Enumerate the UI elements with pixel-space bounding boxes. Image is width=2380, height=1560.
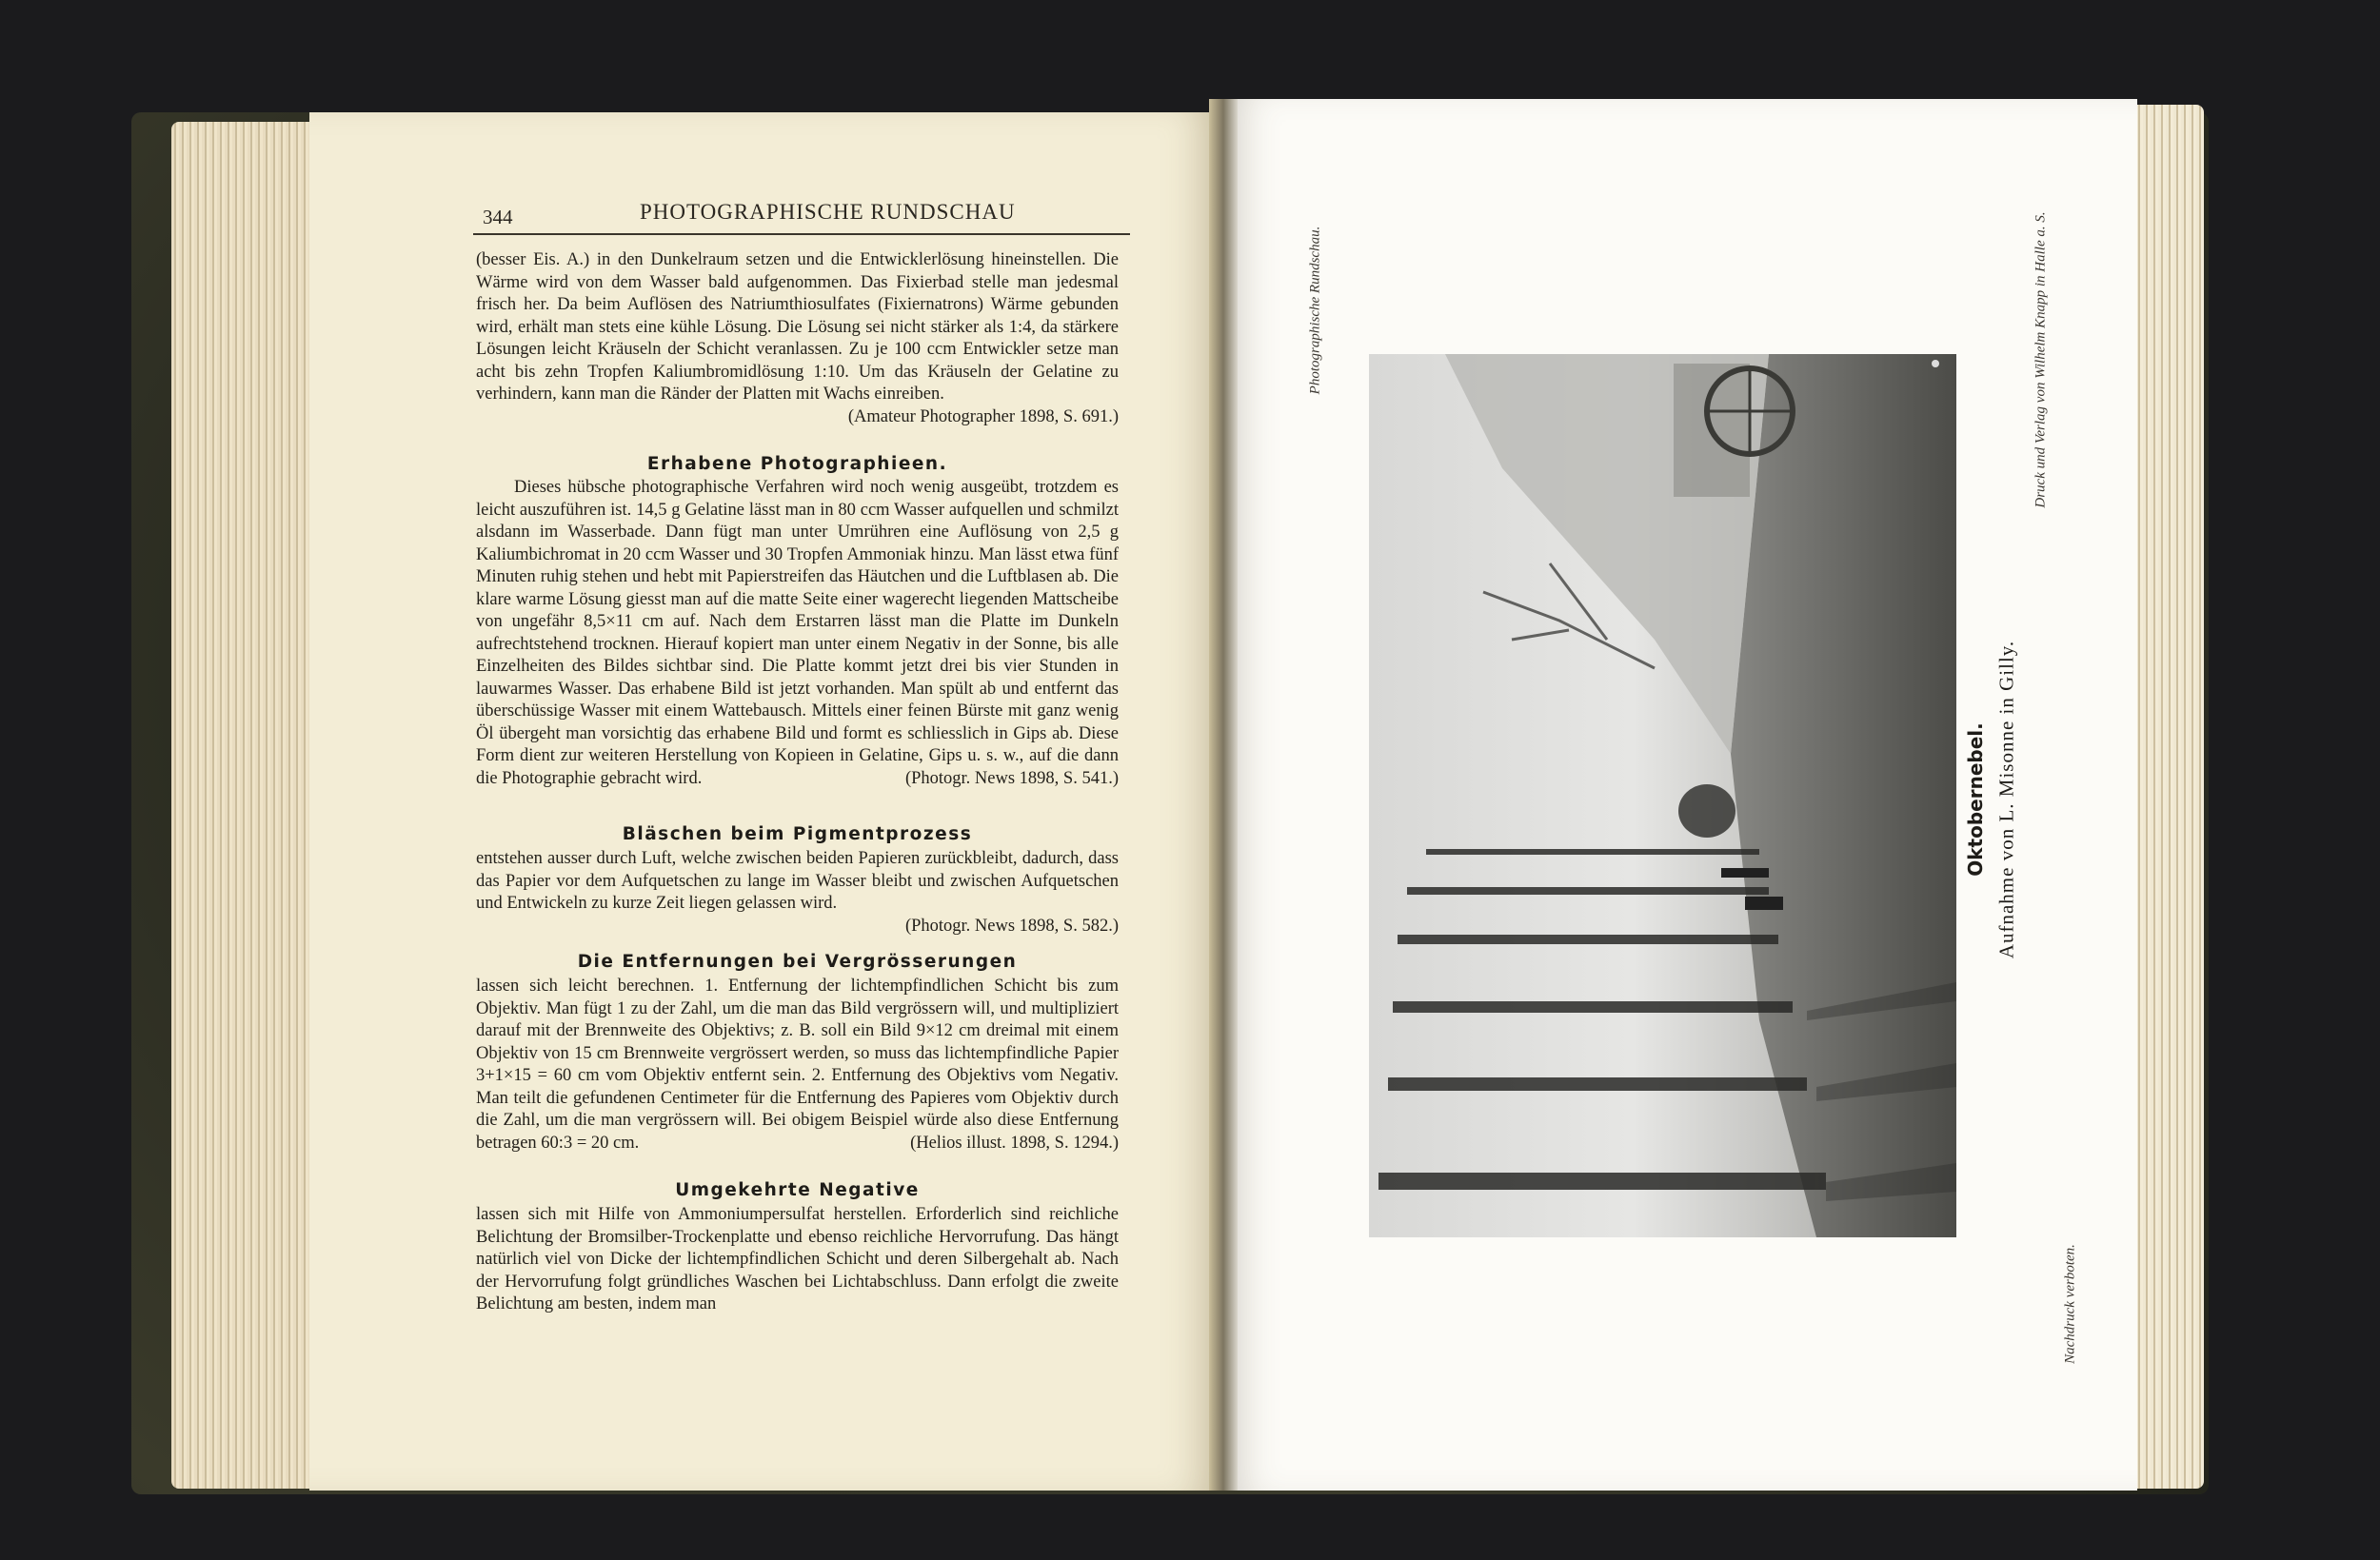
section-citation: (Helios illust. 1898, S. 1294.) (910, 1133, 1119, 1153)
section-heading-umgekehrte: Umgekehrte Negative (675, 1180, 920, 1200)
plate-rights-note: Nachdruck verboten. (2062, 1244, 2078, 1364)
left-page-edges (171, 122, 314, 1489)
section-text-umgekehrte (476, 1204, 1119, 1316)
section-body: lassen sich leicht berechnen. 1. Entfernung der lichtempfindlichen Schicht bis zum Objektiv. Man fügt 1 zu der Zahl, um die man das Bild vergrössern will, und multipliziert darauf mit der Brennweite des Objektivs; z. B. soll ein Bild 9×12 cm dreimal mit einem Objektiv von 15 cm Brennweite vergrössert werden, so muss das lichtempfindliche Papier 3+1×15 = 60 cm vom Objektiv entfernt sein. 2. Entfernung des Objektivs vom Negativ. Man teilt die gefundenen Centimeter für die Entfernung des Papieres vom Objektiv durch die Zahl, um die man vergrössern will. Bei obigem Beispiel würde also diese Entfernung betragen 60:3 = 20 cm. (476, 977, 1119, 1153)
section-body: Dieses hübsche photographische Verfahren wird noch wenig ausgeübt, trotzdem es leicht auszuführen ist. 14,5 g Gelatine lässt man in 80 ccm Wasser aufquellen und schmilzt alsdann im Wasserbade. Dann fügt man unter Umrühren eine Auflösung von 2,5 g Kaliumbichromat in 20 ccm Wasser und 30 Tropfen Ammoniak hinzu. Man lässt etwa fünf Minuten ruhig stehen und hebt mit Papierstreifen das Häutchen und die Luftblasen ab. Die klare warme Lösung giesst man auf die matte Seite einer wagerecht liegenden Mattscheibe von ungefähr 8,5×11 cm auf. Nach dem Erstarren lässt man die Platte im Dunkeln aufrechtstehend trocknen. Hierauf kopiert man unter einem Negativ in der Sonne, bis alle Einzelheiten des Bildes sichtbar sind. Die Platte kommt jetzt drei bis vier Stunden in lauwarmes Wasser. Das erhabene Bild ist jetzt vorhanden. Man spült ab und entfernt das überschüssige Wasser mit einem Wattebausch. Mittels einer feinen Bürste mit ganz wenig Öl übergeht man vorsichtig das erhabene Bild und formt es schliesslich in Gips ab. Diese Form dient zur weiteren Herstellung von Kopieen in Gelatine, Gips u. s. w., auf die dann die Photographie gebracht wird. (476, 478, 1119, 788)
intro-paragraph (476, 249, 1119, 428)
section-text-entfernungen (476, 976, 1119, 1155)
plate-credit: Aufnahme von L. Misonne in Gilly. (1994, 640, 2018, 959)
section-body: entstehen ausser durch Luft, welche zwischen beiden Papieren zurückbleibt, dadurch, dass das Papier vor dem Aufquetschen zu lange im Wasser bleibt und zwischen Aufquetschen und Entwickeln zu kurze Zeit liegen gelassen wird. (476, 849, 1119, 913)
intro-text: (besser Eis. A.) in den Dunkelraum setzen und die Entwicklerlösung hineinstellen. Die Wärme wird von dem Wasser bald aufgenommen. Das Fixierbad stelle man jedesmal frisch her. Da beim Auflösen des Natriumthiosulfates (Fixiernatrons) Wärme gebunden wird, erhält man stets eine kühle Lösung. Die Lösung sei nicht stärker als 1:4, da stärkere Lösungen leicht Kräuseln der Schicht veranlassen. Zu je 100 ccm Entwickler setze man acht bis zehn Tropfen Kaliumbromidlösung 1:10. Um das Kräuseln der Gelatine zu verhindern, kann man die Ränder der Platten mit Wachs einreiben. (476, 250, 1119, 404)
section-citation: (Photogr. News 1898, S. 541.) (904, 768, 1119, 788)
section-body: lassen sich mit Hilfe von Ammoniumpersulfat herstellen. Erforderlich sind reichliche Belichtung der Bromsilber-Trockenplatte und ebenso reichliche Hervorrufung. Das hängt natürlich viel von Dicke der lichtempfindlichen Schicht und deren Silbergehalt ab. Nach der Hervorrufung folgt gründliches Waschen bei Lichtabschluss. Dann erfolgt die zweite Belichtung am besten, indem man (476, 1205, 1119, 1313)
book-gutter (1209, 99, 1238, 1491)
section-heading-erhabene: Erhabene Photographieen. (646, 454, 948, 474)
header-rule (473, 233, 1130, 235)
section-heading-blaeschen: Bläschen beim Pigmentprozess (622, 824, 973, 844)
running-head: PHOTOGRAPHISCHE RUNDSCHAU (640, 200, 1016, 224)
section-heading-entfernungen: Die Entfernungen bei Vergrösserungen (577, 952, 1018, 972)
intro-citation: (Amateur Photographer 1898, S. 691.) (847, 406, 1119, 426)
plate-title: Oktobernebel. (1964, 722, 1987, 877)
section-text-erhabene (476, 477, 1119, 790)
plate-journal-name: Photographische Rundschau. (1307, 226, 1323, 395)
section-text-blaeschen (476, 848, 1119, 938)
section-citation: (Photogr. News 1898, S. 582.) (904, 916, 1119, 936)
misty-road-photo (1369, 354, 1956, 1237)
page-number: 344 (483, 206, 513, 228)
right-page-edges (2128, 105, 2204, 1489)
plate-printer-note: Druck und Verlag von Wilhelm Knapp in Halle a. S. (2033, 211, 2049, 508)
photo-plate (1369, 354, 1956, 1237)
